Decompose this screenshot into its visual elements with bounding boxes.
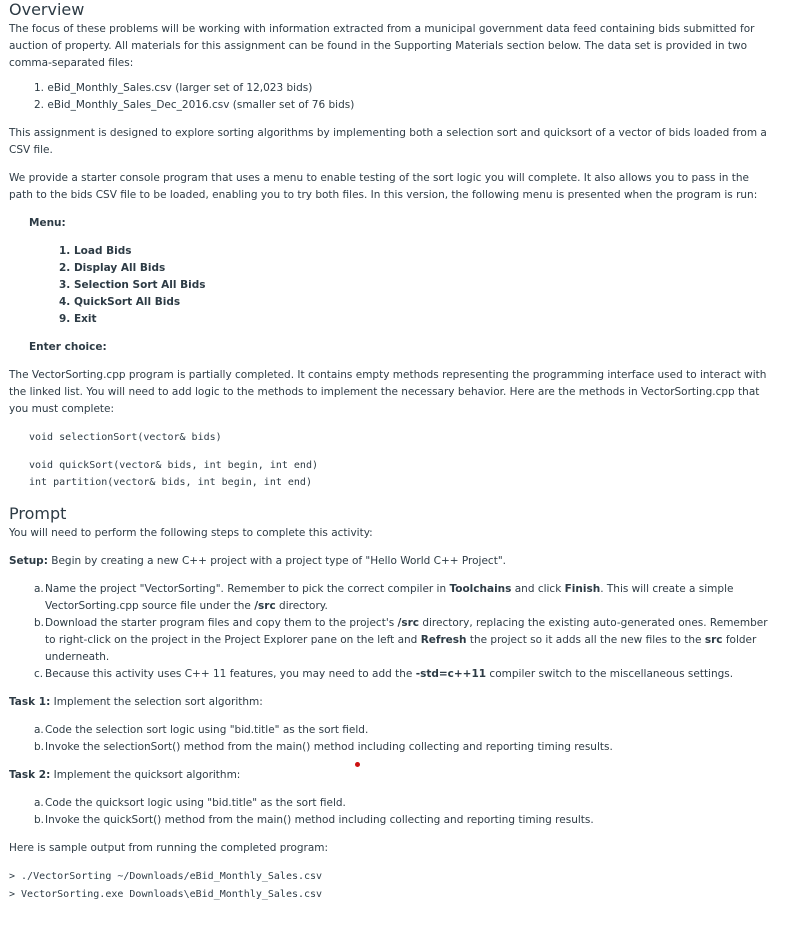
task2-label: Task 2: [9,769,51,781]
step-text: Code the selection sort logic using "bid.title" as the sort field. [45,724,369,736]
menu-item-selection-sort: 3. Selection Sort All Bids [59,279,206,291]
list-marker: b. [34,741,45,753]
list-item: 2. eBid_Monthly_Sales_Dec_2016.csv (smaller set of 76 bids) [34,99,355,111]
data-files-list [9,80,776,114]
task1-label: Task 1: [9,696,51,708]
prompt-intro: You will need to perform the following steps to complete this activity: [9,527,373,539]
task1-text: Implement the selection sort algorithm: [50,696,263,708]
menu-item-exit: 9. Exit [59,313,97,325]
list-item [34,722,776,739]
step-text: directory, replacing the existing auto-generated ones. Remember to right-click on the project in the Project Explorer pane on the left and [45,617,768,646]
task1-steps-list [9,722,776,756]
task2-steps-list [9,795,776,829]
code-selection-sort: void selectionSort(vector& bids) [29,432,222,443]
step-text: Because this activity uses C++ 11 features, you may need to add the [45,668,416,680]
step-text: and click [511,583,565,595]
list-item: 1. eBid_Monthly_Sales.csv (larger set of 12,023 bids) [34,82,313,94]
mouse-cursor-dot [355,762,360,767]
step-bold-text: /src [254,600,276,612]
step-bold-text: src [704,634,723,646]
setup-paragraph [9,553,776,570]
step-bold-text: /src [397,617,420,629]
step-text: the project so it adds all the new files to the [466,634,705,646]
step-text: Download the starter program files and copy them to the project's [45,617,398,629]
list-marker: b. [34,617,45,629]
step-text: directory. [275,600,328,612]
menu-item-load-bids: 1. Load Bids [59,245,132,257]
step-text: Name the project "VectorSorting". Remember to pick the correct compiler in [45,583,450,595]
task1-paragraph [9,694,776,711]
step-bold-text: -std=c++11 [415,668,487,680]
list-item [34,812,776,829]
step-bold-text: Refresh [420,634,467,646]
menu-item-display-all-bids: 2. Display All Bids [59,262,166,274]
step-text: folder underneath. [45,634,757,663]
menu-label: Menu: [29,217,66,229]
list-item [34,795,776,812]
step-text: compiler switch to the miscellaneous settings. [486,668,734,680]
terminal-line: > ./VectorSorting ~/Downloads/eBid_Monthly_Sales.csv [9,871,323,882]
list-marker: a. [34,724,44,736]
enter-choice-label: Enter choice: [29,341,107,353]
list-marker: a. [34,583,44,595]
starter-description: We provide a starter console program that uses a menu to enable testing of the sort logic you will complete. It also allows you to pass in the path to the bids CSV file to be loaded, enabling you to try both files. In this version, the following menu is presented when the program is run: [9,172,758,201]
list-item [34,666,776,683]
step-text: . This will create a simple VectorSorting.cpp source file under the [45,583,734,612]
terminal-line: > VectorSorting.exe Downloads\eBid_Monthly_Sales.csv [9,889,323,900]
list-marker: a. [34,797,44,809]
step-text: Invoke the selectionSort() method from the main() method including collecting and reporting timing results. [45,741,613,753]
list-item [34,739,776,756]
terminal-sample [9,868,776,904]
assignment-description: This assignment is designed to explore sorting algorithms by implementing both a selection sort and quicksort of a vector of bids loaded from a CSV file. [9,127,767,156]
task2-text: Implement the quicksort algorithm: [50,769,241,781]
overview-heading: Overview [9,0,85,19]
step-text: Invoke the quickSort() method from the main() method including collecting and reporting timing results. [45,814,594,826]
sample-output-intro: Here is sample output from running the completed program: [9,842,329,854]
code-partition: int partition(vector& bids, int begin, int end) [29,477,312,488]
code-quicksort: void quickSort(vector& bids, int begin, int end) [29,460,318,471]
setup-text: Begin by creating a new C++ project with a project type of "Hello World C++ Project". [47,555,506,567]
step-text: Code the quicksort logic using "bid.title" as the sort field. [45,797,346,809]
list-item [34,615,776,666]
prompt-heading: Prompt [9,504,67,523]
menu-item-quicksort: 4. QuickSort All Bids [59,296,181,308]
overview-intro: The focus of these problems will be working with information extracted from a municipal government data feed containing bids submitted for auction of property. All materials for this assignment can be found in the Supporting Materials section below. The data set is provided in two comma-separated files: [9,23,755,69]
setup-label: Setup: [9,555,48,567]
step-bold-text: Finish [564,583,601,595]
list-marker: c. [34,668,44,680]
program-menu-list [9,243,776,328]
vectorsorting-description: The VectorSorting.cpp program is partially completed. It contains empty methods representing the programming interface used to interact with the linked list. You will need to add logic to the methods to implement the necessary behavior. Here are the methods in VectorSorting.cpp that you must complete: [9,369,767,415]
list-item [34,581,776,615]
list-marker: b. [34,814,45,826]
task2-paragraph [9,767,776,784]
step-bold-text: Toolchains [449,583,512,595]
setup-steps-list [9,581,776,683]
